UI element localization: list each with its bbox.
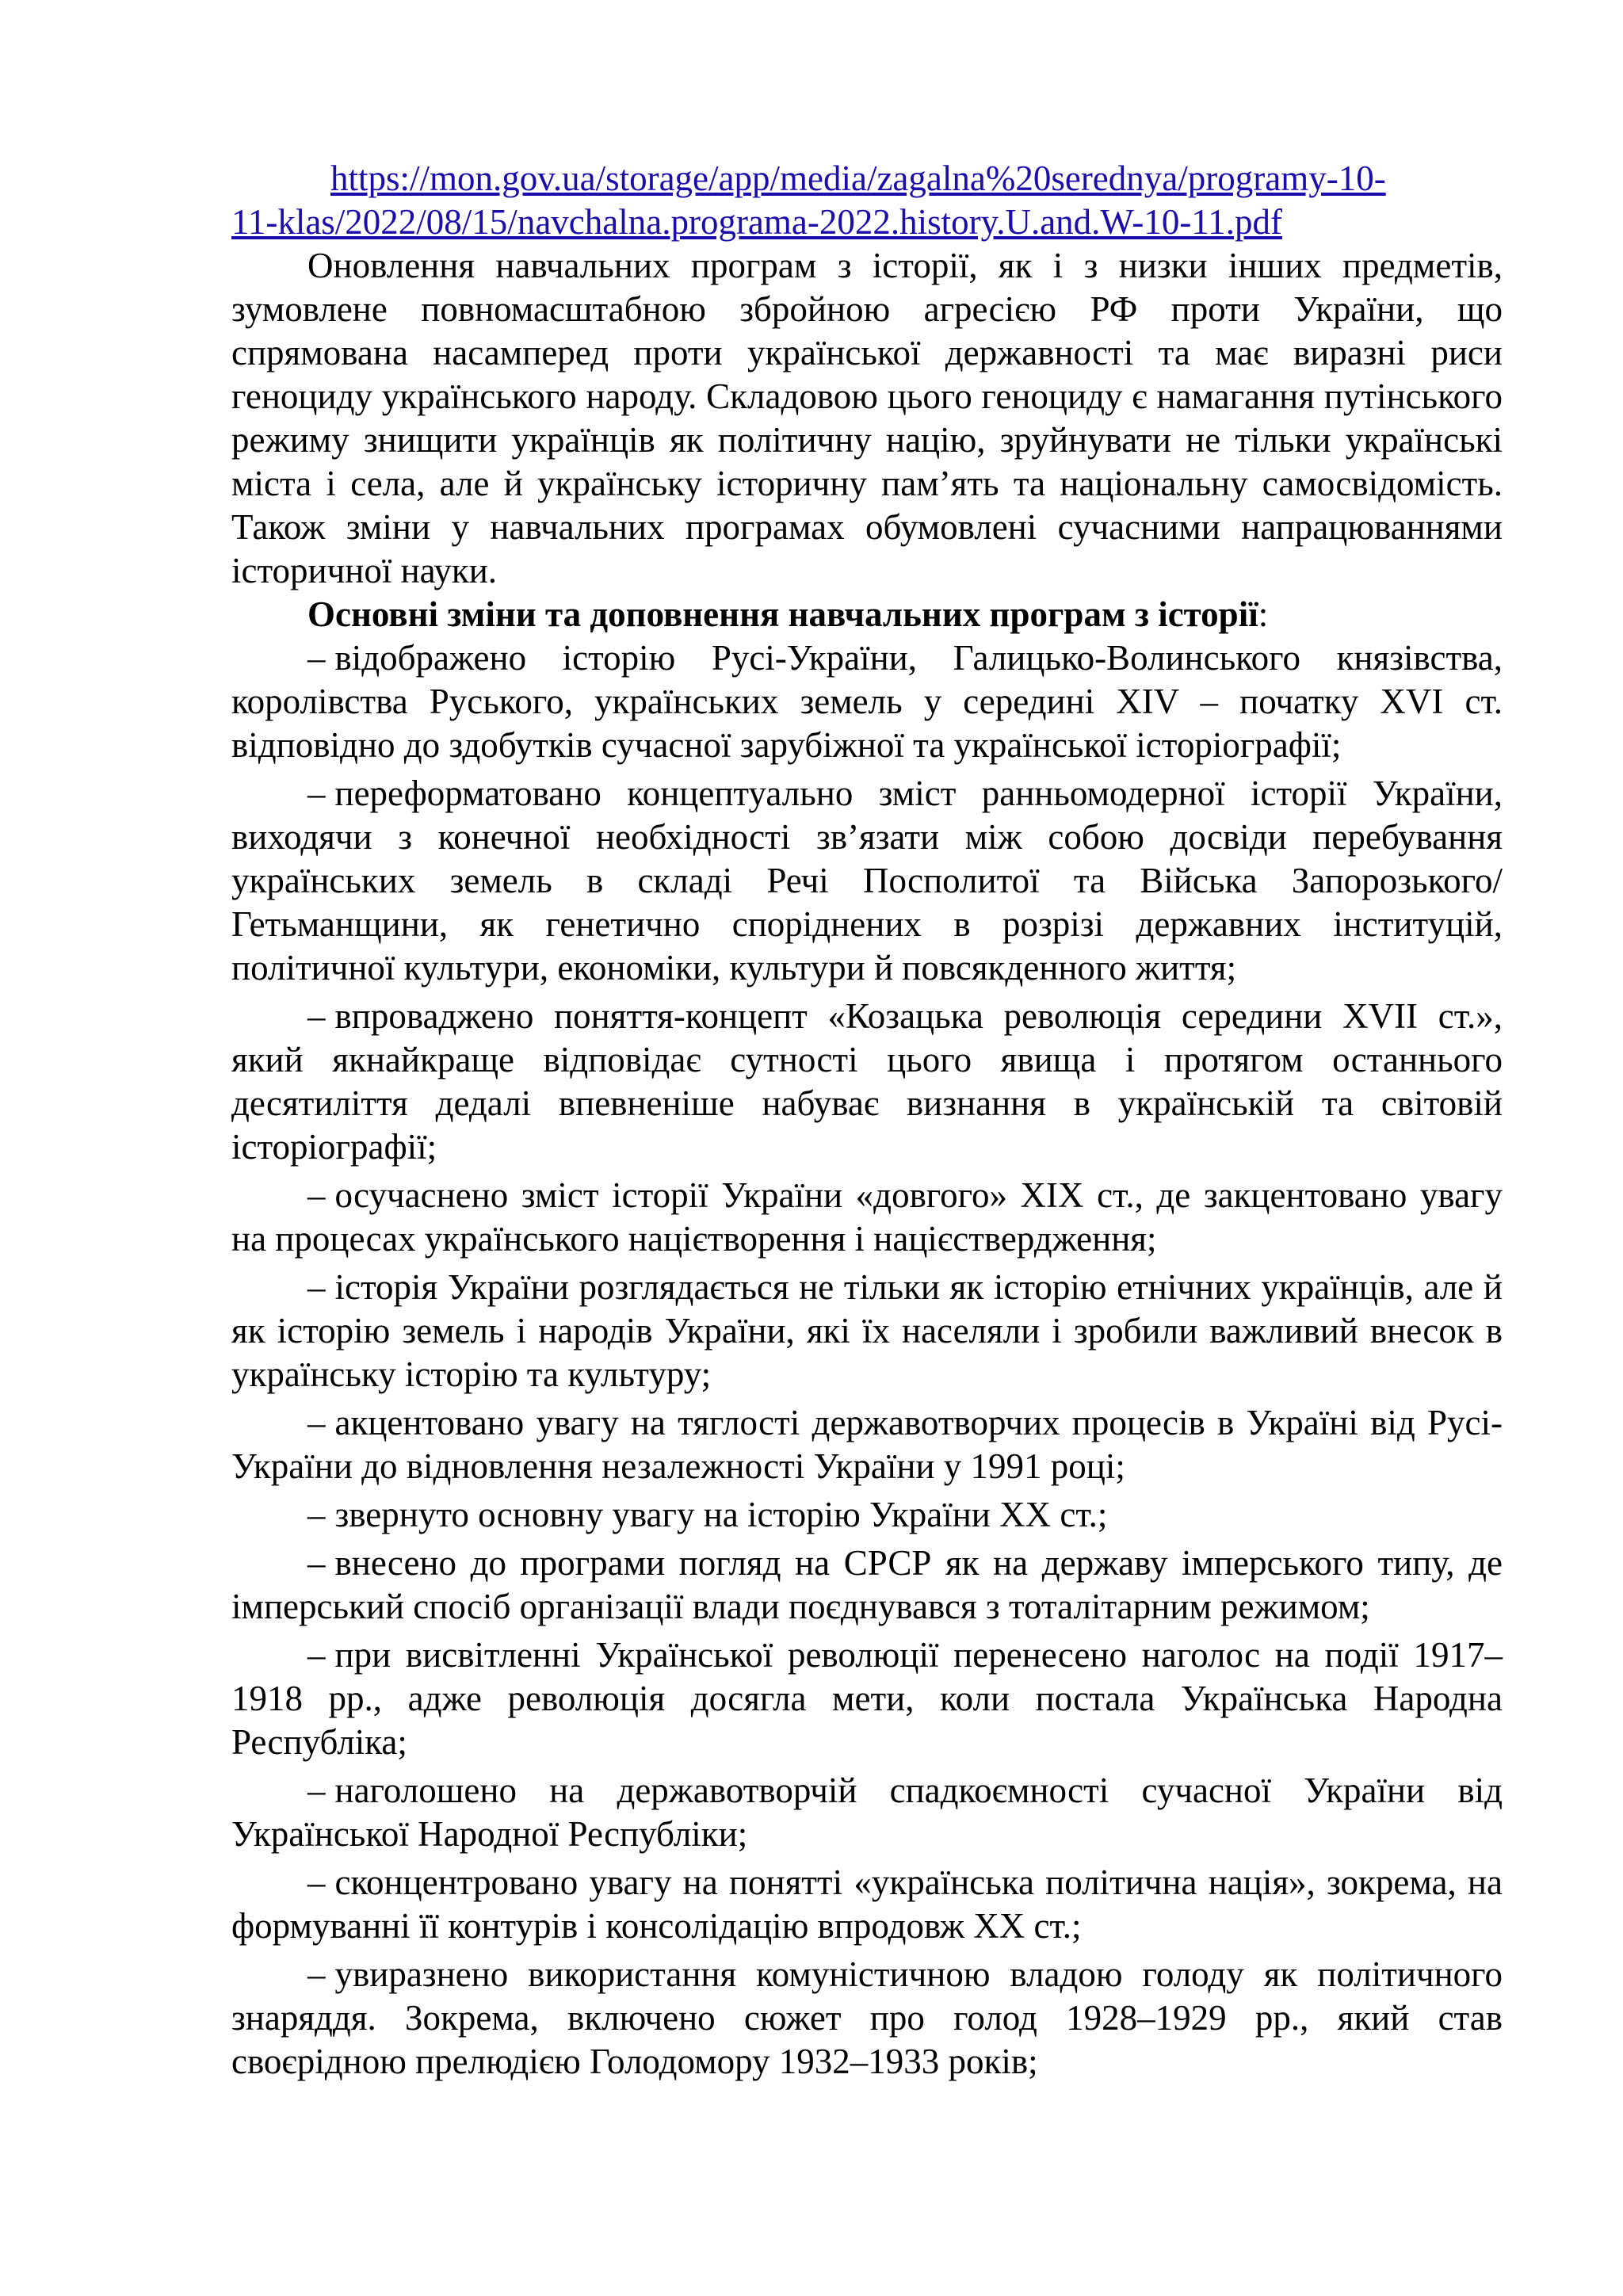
list-item-text: сконцентровано увагу на понятті «українська політична нація», зокрема, на формуванні її контурів і консолідацію впродовж XX ст.; [231,1862,1503,1946]
list-item [231,772,1503,990]
list-item [231,1769,1503,1856]
list-item [231,636,1503,767]
dash-bullet: – [307,1635,326,1675]
dash-bullet: – [307,1771,326,1810]
list-item [231,1541,1503,1629]
list-item-text: переформатовано концептуально зміст ранньомодерної історії України, виходячи з конечної необхідності зв’язати між собою досвіди перебування українських земель в складі Речі Посполитої та Війська Запорозького/Гетьманщини, як генетично споріднених в розрізі державних інституцій, політичної культури, економіки, культури й повсякденного життя; [231,774,1503,988]
list-item-text: впроваджено поняття-концепт «Козацька революція середини XVII ст.», який якнайкраще відповідає сутності цього явища і протягом останнього десятиліття дедалі впевненіше набуває визнання в українській та світовій історіографії; [231,996,1503,1167]
dash-bullet: – [307,1495,326,1534]
dash-bullet: – [307,638,326,678]
source-url-line-2[interactable]: 11-klas/2022/08/15/navchalna.programa-2022.history.U.and.W-10-11.pdf [231,202,1282,242]
source-link[interactable] [231,157,1503,244]
source-url-line-1[interactable]: https://mon.gov.ua/storage/app/media/zagalna%20serednya/programy-10- [330,159,1386,198]
list-item-text: при висвітленні Української революції перенесено наголос на події 1917–1918 рр., адже революція досягла мети, коли постала Українська Народна Республіка; [231,1635,1503,1762]
list-item-text: відображено історію Русі-України, Галицько-Волинського князівства, королівства Руського, українських земель у середині XIV – початку XVI ст. відповідно до здобутків сучасної зарубіжної та української історіографії; [231,638,1503,765]
list-item [231,995,1503,1169]
list-item [231,1633,1503,1764]
list-item-text: історія України розглядається не тільки як історію етнічних українців, але й як історію земель і народів України, які їх населяли і зробили важливий внесок в українську історію та культуру; [231,1267,1503,1394]
list-item-text: звернуто основну увагу на історію України XX ст.; [334,1495,1108,1534]
dash-bullet: – [307,774,326,813]
section-heading-text: Основні зміни та доповнення навчальних програм з історії [307,594,1258,634]
dash-bullet: – [307,1175,326,1215]
list-item [231,1953,1503,2084]
intro-paragraph: Оновлення навчальних програм з історії, як і з низки інших предметів, зумовлене повномасштабною збройною агресією РФ проти України, що спрямована насамперед проти української державності та має виразні риси геноциду українського народу. Складовою цього геноциду є намагання путінського режиму знищити українців як політичну націю, зруйнувати не тільки українські міста і села, але й українську історичну пам’ять та національну самосвідомість. Також зміни у навчальних програмах обумовлені сучасними напрацюваннями історичної науки. [231,246,1503,590]
changes-list [231,636,1503,2084]
dash-bullet: – [307,1403,326,1442]
list-item-text: осучаснено зміст історії України «довгого» XIX ст., де закцентовано увагу на процесах українського націєтворення і націєствердження; [231,1175,1503,1259]
list-item-text: наголошено на державотворчій спадкоємності сучасної України від Української Народної Республіки; [231,1771,1503,1854]
dash-bullet: – [307,1267,326,1307]
list-item [231,1861,1503,1948]
list-item [231,1401,1503,1488]
dash-bullet: – [307,1543,326,1583]
dash-bullet: – [307,1862,326,1902]
dash-bullet: – [307,996,326,1036]
list-item [231,1493,1503,1537]
list-item [231,1174,1503,1261]
list-item-text: акцентовано увагу на тяглості державотворчих процесів в Україні від Русі-України до відновлення незалежності України у 1991 році; [231,1403,1503,1486]
dash-bullet: – [307,1954,326,1994]
list-item [231,1266,1503,1396]
section-heading-colon: : [1258,594,1269,634]
document-page [231,157,1503,2088]
section-heading [231,593,1503,636]
list-item-text: внесено до програми погляд на СРСР як на державу імперського типу, де імперський спосіб організації влади поєднувався з тоталітарним режимом; [231,1543,1503,1626]
list-item-text: увиразнено використання комуністичною владою голоду як політичного знаряддя. Зокрема, включено сюжет про голод 1928–1929 рр., який став своєрідною прелюдією Голодомору 1932–1933 років; [231,1954,1503,2081]
